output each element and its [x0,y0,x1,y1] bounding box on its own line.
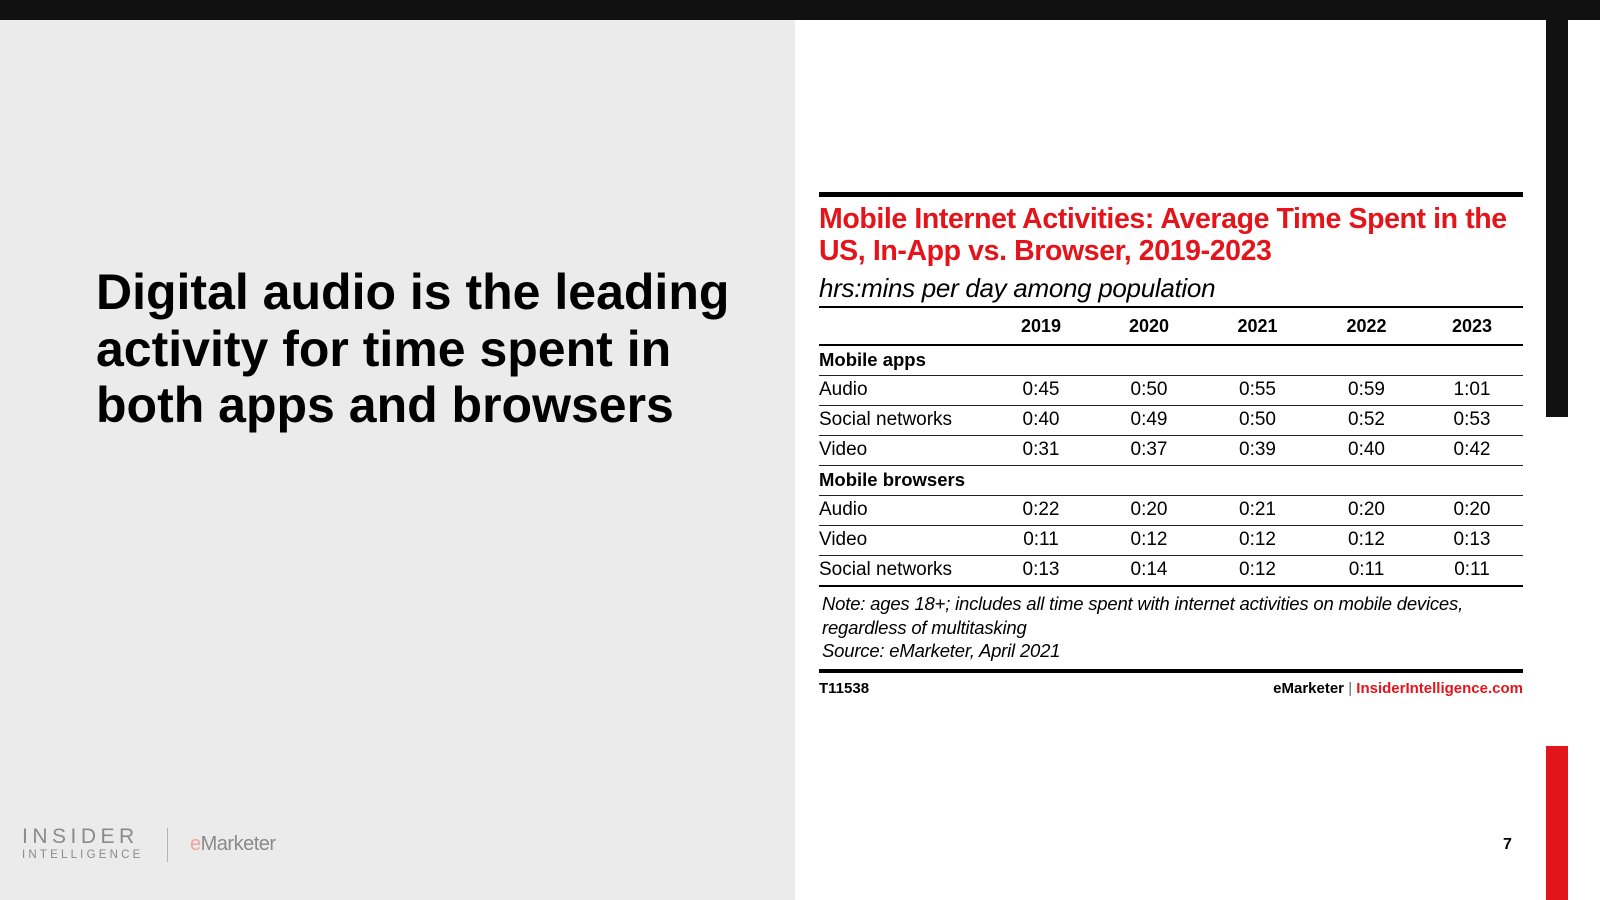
data-table [819,306,1523,585]
left-panel [0,20,795,900]
row-label: Video [819,439,868,460]
table-row [819,525,1523,555]
table-cell: 0:55 [1239,379,1276,400]
top-bar [0,0,1600,20]
table-row [819,495,1523,525]
table-row [819,375,1523,405]
section-header-row [819,465,1523,495]
column-header: 2020 [1128,315,1170,336]
table-cell: 0:11 [1348,559,1385,581]
emarketer-logo [190,833,276,856]
table-cell: 0:40 [1022,409,1060,430]
table-row [819,405,1523,435]
table-cell: 0:22 [1022,499,1060,520]
chart-footer [819,673,1523,697]
chart-subtitle: hrs:mins per day among population [819,273,1216,303]
table-cell: 0:21 [1239,499,1276,520]
table-cell: 0:37 [1130,439,1168,460]
logo-insider-text: INSIDER [22,825,139,848]
column-header: 2022 [1346,315,1387,336]
section-label: Mobile browsers [819,469,965,490]
table-row [819,555,1523,585]
column-header: 2023 [1451,315,1493,336]
table-header-row [819,307,1523,345]
source-line: Source: eMarketer, April 2021 [822,640,1061,661]
table-cell: 0:40 [1348,439,1385,460]
row-label: Audio [819,379,868,400]
table-cell: 0:31 [1022,439,1060,460]
insider-intelligence-logo [22,826,152,862]
table-cell: 0:39 [1239,439,1276,460]
table-cell: 0:42 [1453,439,1491,460]
row-label: Social networks [819,559,953,581]
table-cell: 0:20 [1130,499,1168,520]
table-cell: 0:12 [1348,529,1385,550]
column-header [819,307,987,345]
section-label: Mobile apps [819,349,926,371]
table-cell: 0:53 [1453,409,1491,430]
section-header-row [819,345,1523,375]
logo-intelligence-text: INTELLIGENCE [22,849,144,861]
table-cell: 0:52 [1348,409,1385,430]
row-label: Video [819,529,868,550]
table-cell: 0:12 [1130,529,1168,550]
slide-headline: Digital audio is the leading activity for time spent in both apps and browsers [96,264,730,433]
table-cell: 0:49 [1130,409,1168,430]
row-label: Social networks [819,409,953,430]
table-cell: 0:20 [1453,499,1491,520]
table-row [819,435,1523,465]
chart-card [819,192,1523,697]
table-cell: 0:13 [1453,529,1491,550]
table-cell: 0:13 [1022,559,1060,581]
table-cell: 0:11 [1454,559,1490,581]
page-number: 7 [1503,836,1512,853]
logo-divider [167,828,168,862]
table-cell: 0:12 [1239,529,1276,550]
table-cell: 0:14 [1130,559,1168,581]
chart-id: T11538 [819,679,870,697]
table-cell: 0:50 [1239,409,1276,430]
table-cell: 0:45 [1022,379,1060,400]
table-cell: 0:20 [1348,499,1385,520]
edge-accent-dark [1546,20,1568,417]
brand-name: eMarketer [1273,679,1345,697]
chart-notes [819,585,1523,669]
column-header: 2021 [1237,315,1278,336]
chart-brand [1273,680,1523,697]
table-cell: 0:59 [1348,379,1385,400]
emarketer-logo-text: Marketer [200,833,276,855]
top-rule [819,192,1523,197]
table-cell: 0:50 [1130,379,1168,400]
table-cell: 0:12 [1239,559,1276,581]
brand-site-link[interactable]: InsiderIntelligence.com [1356,679,1523,697]
emarketer-logo-e: e [190,833,201,855]
note-line: regardless of multitasking [822,616,1027,638]
table-cell: 0:11 [1023,529,1059,550]
column-header: 2019 [1020,315,1062,336]
row-label: Audio [819,499,868,520]
edge-accent-red [1546,746,1568,900]
table-cell: 1:01 [1453,379,1491,400]
brand-separator: | [1348,679,1353,697]
chart-title: Mobile Internet Activities: Average Time Spent in the US, In-App vs. Browser, 2019-2023 [819,203,1507,267]
note-line: Note: ages 18+; includes all time spent with internet activities on mobile devices, [822,593,1464,614]
